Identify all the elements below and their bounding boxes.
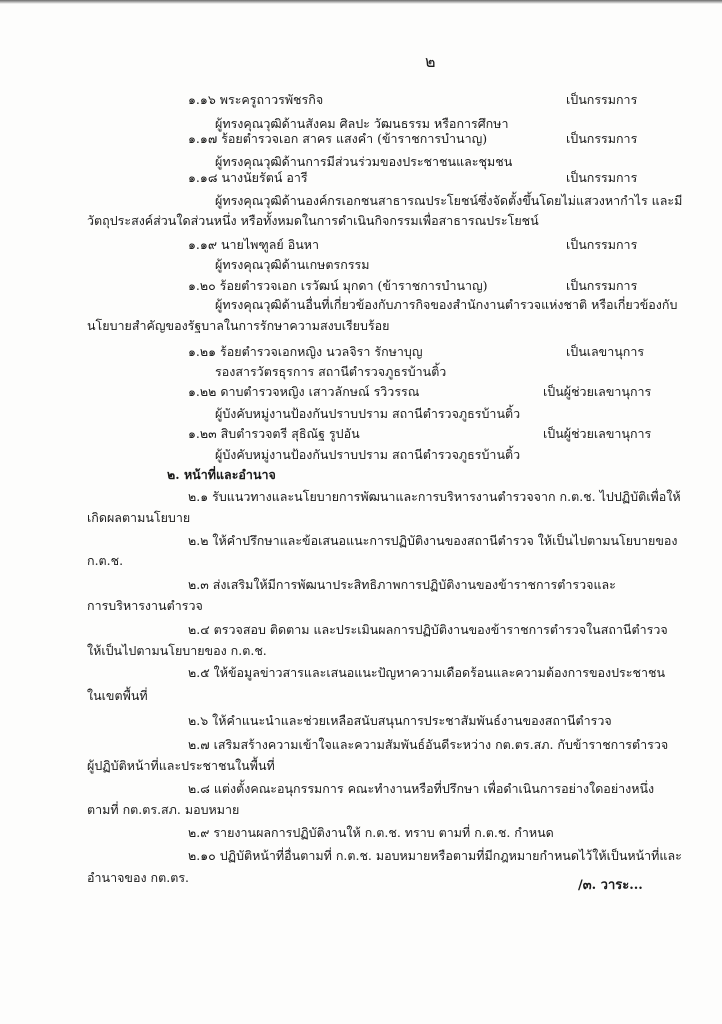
member-qualification: ผู้ทรงคุณวุฒิด้านอื่นที่เกี่ยวข้องกับภารกิจของสำนักงานตำรวจแห่งชาติ หรือเกี่ยวข้องกับ [215,297,678,312]
member-qualification-cont: นโยบายสำคัญของรัฐบาลในการรักษาความสงบเรียบร้อย [87,318,390,333]
duty-item-cont: อำนาจของ กต.ตร. [87,870,190,885]
duty-item: ๒.๕ ให้ข้อมูลข่าวสารและเสนอแนะปัญหาความเดือดร้อนและความต้องการของประชาชน [188,665,666,680]
duty-item-cont: ในเขตพื้นที่ [87,688,148,703]
member-name: ๑.๒๒ ดาบตำรวจหญิง เสาวลักษณ์ รวิวรรณ [188,384,420,399]
member-position: รองสารวัตรธุรการ สถานีตำรวจภูธรบ้านติ้ว [215,364,447,379]
member-role: เป็นกรรมการ [566,92,638,107]
member-role: เป็นเลขานุการ [566,344,645,359]
member-qualification-cont: วัตถุประสงค์ส่วนใดส่วนหนึ่ง หรือทั้งหมดในการดำเนินกิจกรรมเพื่อสาธารณประโยชน์ [87,213,539,228]
duty-item-cont: การบริหารงานตำรวจ [87,598,203,613]
duty-item-cont: เกิดผลตามนโยบาย [87,510,191,525]
duty-item-cont: ผู้ปฏิบัติหน้าที่และประชาชนในพื้นที่ [87,758,275,773]
member-role: เป็นผู้ช่วยเลขานุการ [543,384,652,399]
duty-item: ๒.๔ ตรวจสอบ ติดตาม และประเมินผลการปฏิบัติงานของข้าราชการตำรวจในสถานีตำรวจ [188,622,668,637]
duty-item-cont: ให้เป็นไปตามนโยบายของ ก.ต.ช. [87,643,267,658]
duty-item: ๒.๗ เสริมสร้างความเข้าใจและความสัมพันธ์อันดีระหว่าง กต.ตร.สภ. กับข้าราชการตำรวจ [188,737,669,752]
member-name: ๑.๑๙ นายไพฑูลย์ อินหา [188,237,320,252]
member-qualification: ผู้ทรงคุณวุฒิด้านองค์กรเอกชนสาธารณประโยชน์ซึ่งจัดตั้งขึ้นโดยไม่แสวงหากำไร และมี [215,193,683,208]
member-qualification: ผู้ทรงคุณวุฒิด้านเกษตรกรรม [215,257,370,272]
scan-edge [0,0,722,4]
duty-item: ๒.๙ รายงานผลการปฏิบัติงานให้ ก.ต.ช. ทราบ ตามที่ ก.ต.ช. กำหนด [188,825,554,840]
duty-item-cont: ก.ต.ช. [87,553,124,568]
duty-item: ๒.๖ ให้คำแนะนำและช่วยเหลือสนับสนุนการประชาสัมพันธ์งานของสถานีตำรวจ [188,713,612,728]
member-name: ๑.๑๗ ร้อยตำรวจเอก สาคร แสงคำ (ข้าราชการบำนาญ) [188,131,488,146]
duty-item: ๒.๑๐ ปฏิบัติหน้าที่อื่นตามที่ ก.ต.ช. มอบหมายหรือตามที่มีกฎหมายกำหนดไว้ให้เป็นหน้าที่และ [188,848,682,863]
continuation-marker: /๓. วาระ... [578,878,643,893]
duty-item-cont: ตามที่ กต.ตร.สภ. มอบหมาย [87,802,240,817]
page-number: ๒ [425,52,436,71]
member-role: เป็นกรรมการ [566,237,638,252]
member-role: เป็นกรรมการ [566,170,638,185]
member-qualification: ผู้ทรงคุณวุฒิด้านสังคม ศิลปะ วัฒนธรรม หรือการศึกษา [215,116,509,131]
member-name: ๑.๒๓ สิบตำรวจตรี สุธิณัฐ รูปอัน [188,426,360,441]
duty-item: ๒.๑ รับแนวทางและนโยบายการพัฒนาและการบริหารงานตำรวจจาก ก.ต.ช. ไปปฏิบัติเพื่อให้ [188,489,681,504]
duty-item: ๒.๓ ส่งเสริมให้มีการพัฒนาประสิทธิภาพการปฏิบัติงานของข้าราชการตำรวจและ [188,577,616,592]
member-name: ๑.๒๐ ร้อยตำรวจเอก เรวัฒน์ มุกดา (ข้าราชการบำนาญ) [188,278,488,293]
member-role: เป็นกรรมการ [566,131,638,146]
duty-item: ๒.๘ แต่งตั้งคณะอนุกรรมการ คณะทำงานหรือที่ปรึกษา เพื่อดำเนินการอย่างใดอย่างหนึ่ง [188,781,655,796]
section-heading: ๒. หน้าที่และอำนาจ [167,467,276,482]
member-role: เป็นกรรมการ [566,278,638,293]
member-name: ๑.๑๘ นางนัยรัตน์ อารี [188,170,308,185]
duty-item: ๒.๒ ให้คำปรึกษาและข้อเสนอแนะการปฏิบัติงานของสถานีตำรวจ ให้เป็นไปตามนโยบายของ [188,533,678,548]
member-name: ๑.๒๑ ร้อยตำรวจเอกหญิง นวลจิรา รักษาบุญ [188,344,423,359]
member-position: ผู้บังคับหมู่งานป้องกันปราบปราม สถานีตำรวจภูธรบ้านติ้ว [215,447,521,462]
member-position: ผู้บังคับหมู่งานป้องกันปราบปราม สถานีตำรวจภูธรบ้านติ้ว [215,406,521,421]
member-name: ๑.๑๖ พระครูถาวรพัชรกิจ [188,92,324,107]
member-role: เป็นผู้ช่วยเลขานุการ [543,426,652,441]
member-qualification: ผู้ทรงคุณวุฒิด้านการมีส่วนร่วมของประชาชนและชุมชน [215,154,513,169]
